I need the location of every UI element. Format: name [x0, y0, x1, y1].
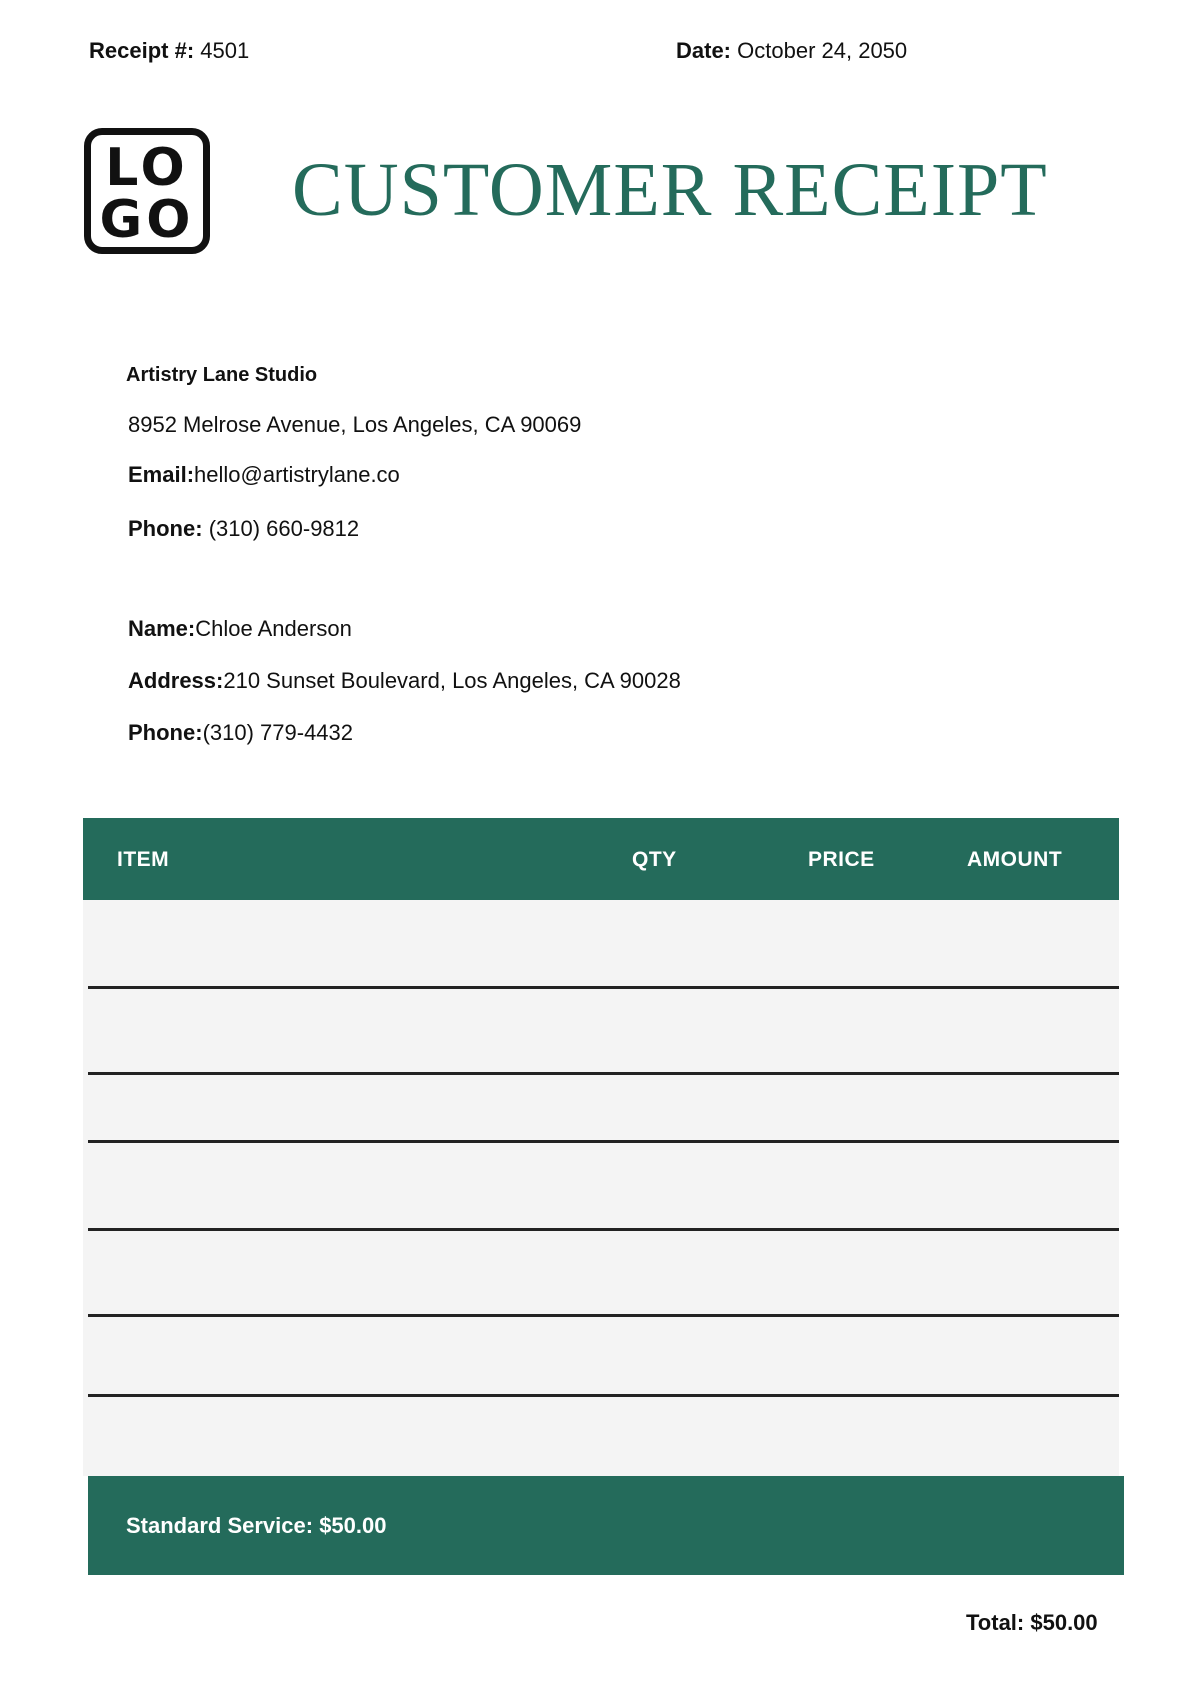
row-divider [88, 1140, 1119, 1143]
receipt-date-value: October 24, 2050 [737, 38, 908, 63]
customer-phone-value: (310) 779-4432 [202, 720, 354, 745]
customer-name [128, 616, 352, 642]
business-name: Artistry Lane Studio [126, 364, 318, 386]
business-email [128, 462, 400, 488]
customer-name-value: Chloe Anderson [195, 616, 352, 641]
business-email-value: hello@artistrylane.co [194, 462, 400, 487]
receipt-number-value: 4501 [200, 38, 250, 63]
row-divider [88, 1228, 1119, 1231]
customer-phone [128, 720, 353, 746]
receipt-date-label: Date: [676, 38, 732, 63]
logo [84, 128, 210, 254]
table-body [83, 900, 1119, 1476]
customer-address-value: 210 Sunset Boulevard, Los Angeles, CA 90028 [223, 668, 681, 693]
logo-line-2: GO [99, 190, 195, 250]
receipt-number [89, 38, 249, 64]
column-header-item: ITEM [117, 848, 170, 871]
row-divider [88, 1072, 1119, 1075]
column-header-price: PRICE [808, 848, 875, 871]
column-header-amount: AMOUNT [967, 848, 1063, 871]
customer-name-label: Name: [128, 616, 196, 641]
business-email-label: Email: [128, 462, 195, 487]
business-phone-value: (310) 660-9812 [208, 516, 360, 541]
column-header-qty: QTY [632, 848, 677, 871]
row-divider [88, 1314, 1119, 1317]
logo-line-1: LO [105, 138, 189, 198]
row-divider [88, 986, 1119, 989]
page-title: CUSTOMER RECEIPT [292, 148, 1048, 232]
business-phone [128, 516, 359, 542]
customer-phone-label: Phone: [128, 720, 203, 745]
total-amount: Total: $50.00 [966, 1610, 1098, 1635]
customer-address [128, 668, 681, 694]
business-address: 8952 Melrose Avenue, Los Angeles, CA 90069 [128, 412, 582, 437]
business-phone-label: Phone: [128, 516, 203, 541]
customer-address-label: Address: [128, 668, 224, 693]
receipt-number-label: Receipt #: [89, 38, 195, 63]
receipt-date [676, 38, 907, 64]
service-summary-bar [88, 1476, 1124, 1575]
row-divider [88, 1394, 1119, 1397]
service-summary: Standard Service: $50.00 [126, 1513, 387, 1538]
table-header [83, 818, 1119, 900]
